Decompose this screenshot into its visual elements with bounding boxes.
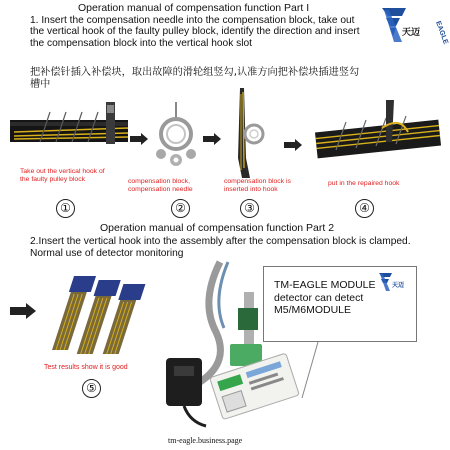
step4-photo: [316, 98, 440, 170]
part1-instruction: 1. Insert the compensation needle into the compensation block, take out the vertical hook of the faulty pulley block, identify the direction and insert the compensation block into the vertical hook slot: [30, 15, 360, 49]
module-line2: detector can detect: [274, 291, 364, 304]
footer-url: tm-eagle.business.page: [168, 436, 243, 445]
arrow-right-icon: [10, 303, 36, 324]
part2-instruction: 2.Insert the vertical hook into the assembly after the compensation block is clamped. Normal use of detector monitoring: [30, 236, 411, 259]
arrow-right-icon: [130, 132, 148, 150]
module-line1: TM-EAGLE MODULE: [274, 279, 376, 291]
module-line3: M5/M6MODULE: [274, 304, 352, 317]
step4-caption: put in the repaired hook: [328, 180, 400, 187]
test-result-caption: Test results show it is good: [44, 364, 128, 371]
step5-number: ⑤: [82, 379, 101, 398]
step2-number: ②: [171, 199, 190, 218]
part1-title: Operation manual of compensation function Part I: [78, 2, 310, 14]
eagle-logo-small: [378, 271, 410, 295]
arrow-right-icon: [284, 138, 302, 156]
step1-photo: [10, 102, 128, 164]
step4-number: ④: [355, 199, 374, 218]
arrow-right-icon: [203, 132, 221, 150]
step3-photo: [226, 88, 270, 180]
module-callout: [263, 266, 417, 342]
test-assembly-photo: [38, 270, 166, 362]
logo-eagle-text: EAGLE: [434, 20, 449, 46]
part1-instruction-cn: 把补偿针插入补偿块，取出故障的滑轮组竖勾,认准方向把补偿块插进竖勾槽中: [30, 67, 360, 91]
step3-number: ③: [240, 199, 259, 218]
logo-cn-text: 天迈: [402, 28, 421, 38]
part2-title: Operation manual of compensation function Part 2: [100, 222, 335, 234]
step3-caption: compensation block is inserted into hook: [224, 178, 291, 193]
step1-caption: Take out the vertical hook of the faulty pulley block: [20, 168, 105, 183]
step1-number: ①: [56, 199, 75, 218]
step2-caption: compensation block, compensation needle: [128, 178, 193, 193]
step2-photo: [152, 102, 200, 168]
logo-small-cn: 天迈: [392, 282, 405, 289]
module-text: [274, 279, 376, 317]
pointer-line: [300, 340, 320, 400]
